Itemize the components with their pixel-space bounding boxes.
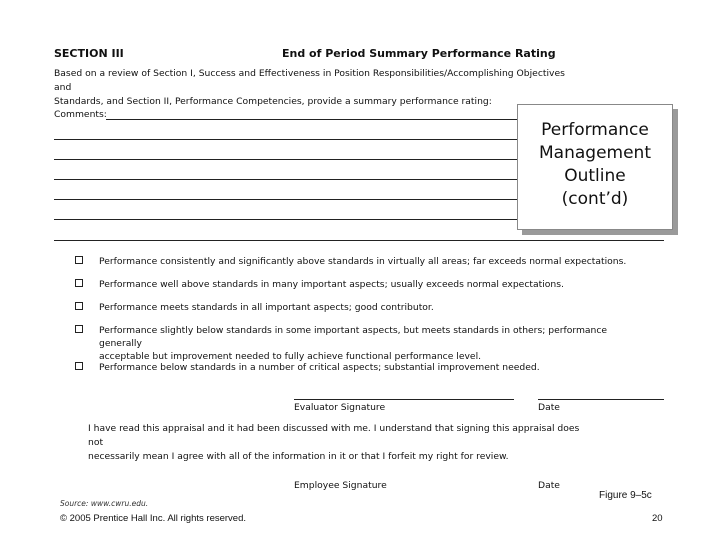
date-label: Date [538, 402, 560, 413]
acknowledgement-text [88, 422, 588, 464]
form-title: End of Period Summary Performance Rating [282, 47, 556, 60]
rating-text: Performance well above standards in many important aspects; usually exceeds normal expectations. [99, 279, 564, 290]
employee-signature-label: Employee Signature [294, 480, 387, 491]
callout-line: Performance [541, 120, 649, 140]
checkbox[interactable] [75, 362, 83, 370]
callout-line: Management [539, 143, 651, 163]
checkbox[interactable] [75, 325, 83, 333]
section-label: SECTION III [54, 47, 124, 60]
rating-text: acceptable but improvement needed to fully achieve functional performance level. [99, 351, 482, 362]
comment-line [54, 179, 518, 180]
rating-text: Performance consistently and significantly above standards in virtually all areas; far exceeds normal expectations. [99, 256, 627, 267]
comment-line [106, 119, 518, 120]
acknowledgement-line: necessarily mean I agree with all of the information in it or that I forfeit my right for review. [88, 451, 509, 462]
checkbox[interactable] [75, 279, 83, 287]
comment-line [54, 219, 518, 220]
checkbox[interactable] [75, 302, 83, 310]
copyright: © 2005 Prentice Hall Inc. All rights reserved. [60, 513, 247, 524]
comments-label: Comments: [54, 109, 107, 120]
acknowledgement-line: I have read this appraisal and it had been discussed with me. I understand that signing this appraisal does not [88, 423, 580, 448]
rating-text: Performance slightly below standards in some important aspects, but meets standards in others; performance generally [99, 325, 608, 349]
callout-box [517, 104, 673, 230]
figure-label: Figure 9–5c [599, 490, 652, 501]
date-label: Date [538, 480, 560, 491]
comment-line [54, 139, 518, 140]
intro-line: Standards, and Section II, Performance Competencies, provide a summary performance rating: [54, 96, 492, 107]
comment-line [54, 159, 518, 160]
evaluator-signature-line[interactable] [294, 399, 514, 400]
evaluator-signature-label: Evaluator Signature [294, 402, 386, 413]
comment-line [54, 199, 518, 200]
comment-line [54, 240, 664, 241]
intro-text [54, 67, 584, 109]
callout-line: (cont’d) [561, 189, 629, 209]
intro-line: Based on a review of Section I, Success and Effectiveness in Position Responsibilities/Accomplishing Objectives and [54, 68, 565, 93]
checkbox[interactable] [75, 256, 83, 264]
rating-text: Performance below standards in a number of critical aspects; substantial improvement needed. [99, 362, 540, 373]
callout-line: Outline [564, 166, 626, 186]
date-line[interactable] [538, 399, 664, 400]
page-number: 20 [652, 513, 663, 524]
source-note: Source: www.cwru.edu. [60, 499, 149, 508]
rating-text: Performance meets standards in all important aspects; good contributor. [99, 302, 434, 313]
